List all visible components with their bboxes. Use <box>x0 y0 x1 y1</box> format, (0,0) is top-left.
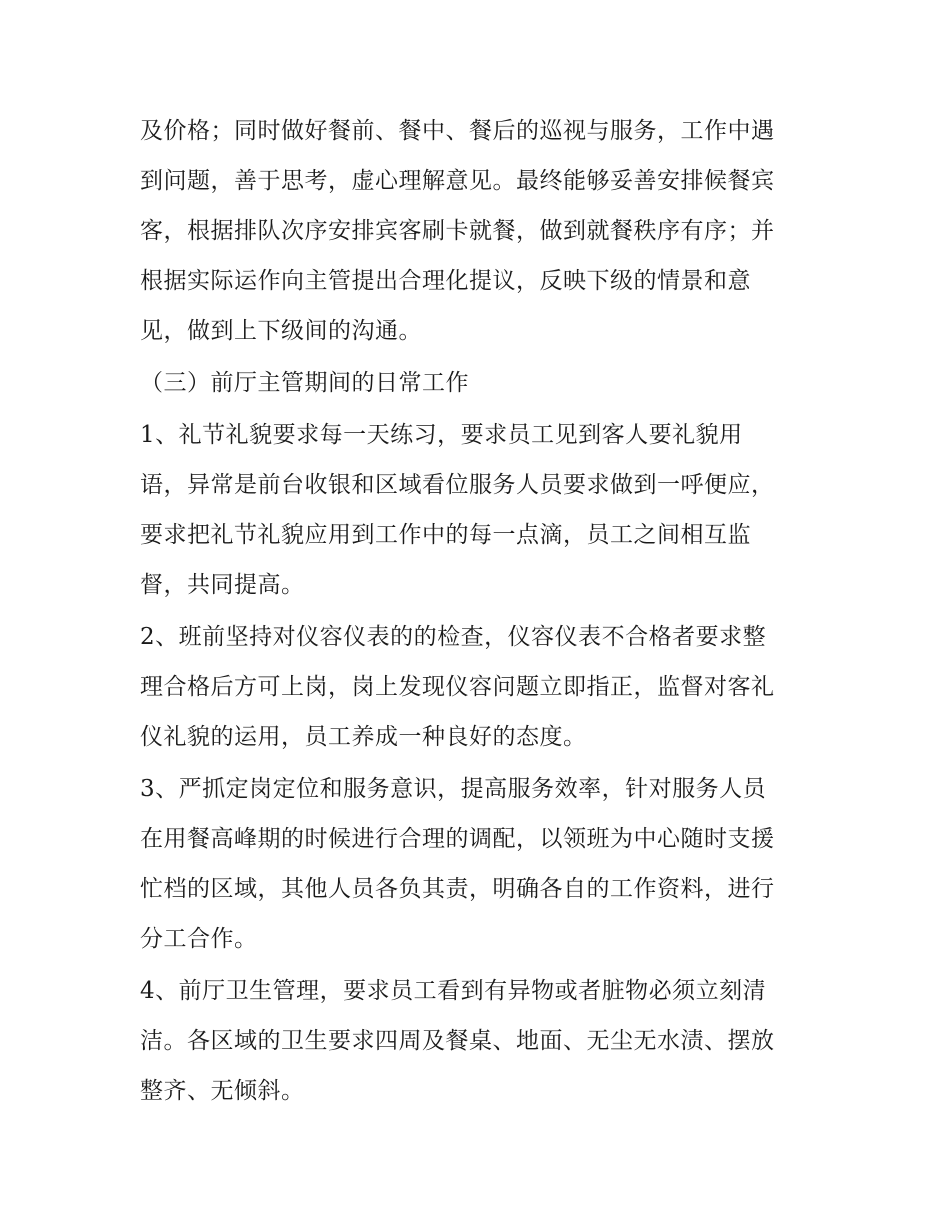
text-line: 整齐、无倾斜。 <box>140 1078 305 1104</box>
text-line: 1、礼节礼貌要求每一天练习，要求员工见到客人要礼貌用 <box>140 422 743 448</box>
text-line: 分工合作。 <box>140 926 258 952</box>
text-line: 根据实际运作向主管提出合理化提议，反映下级的情景和意 <box>140 268 751 294</box>
text-line: 及价格；同时做好餐前、餐中、餐后的巡视与服务，工作中遇 <box>140 118 775 144</box>
text-line: 见，做到上下级间的沟通。 <box>140 318 422 344</box>
text-line: 理合格后方可上岗，岗上发现仪容问题立即指正，监督对客礼 <box>140 674 775 700</box>
text-line: 2、班前坚持对仪容仪表的的检查，仪容仪表不合格者要求整 <box>140 624 767 650</box>
text-line: 仪礼貌的运用，员工养成一种良好的态度。 <box>140 724 587 750</box>
section-heading: （三）前厅主管期间的日常工作 <box>140 370 469 396</box>
text-line: 督，共同提高。 <box>140 572 305 598</box>
text-line: 要求把礼节礼貌应用到工作中的每一点滴，员工之间相互监 <box>140 522 751 548</box>
text-line: 3、严抓定岗定位和服务意识，提高服务效率，针对服务人员 <box>140 776 767 802</box>
text-line: 在用餐高峰期的时候进行合理的调配，以领班为中心随时支援 <box>140 826 775 852</box>
text-line: 忙档的区域，其他人员各负其责，明确各自的工作资料，进行 <box>140 876 775 902</box>
text-line: 洁。各区域的卫生要求四周及餐桌、地面、无尘无水渍、摆放 <box>140 1028 775 1054</box>
text-line: 到问题，善于思考，虚心理解意见。最终能够妥善安排候餐宾 <box>140 168 775 194</box>
text-line: 4、前厅卫生管理，要求员工看到有异物或者脏物必须立刻清 <box>140 978 767 1004</box>
text-line: 语，异常是前台收银和区域看位服务人员要求做到一呼便应， <box>140 472 775 498</box>
text-line: 客，根据排队次序安排宾客刷卡就餐，做到就餐秩序有序；并 <box>140 218 775 244</box>
